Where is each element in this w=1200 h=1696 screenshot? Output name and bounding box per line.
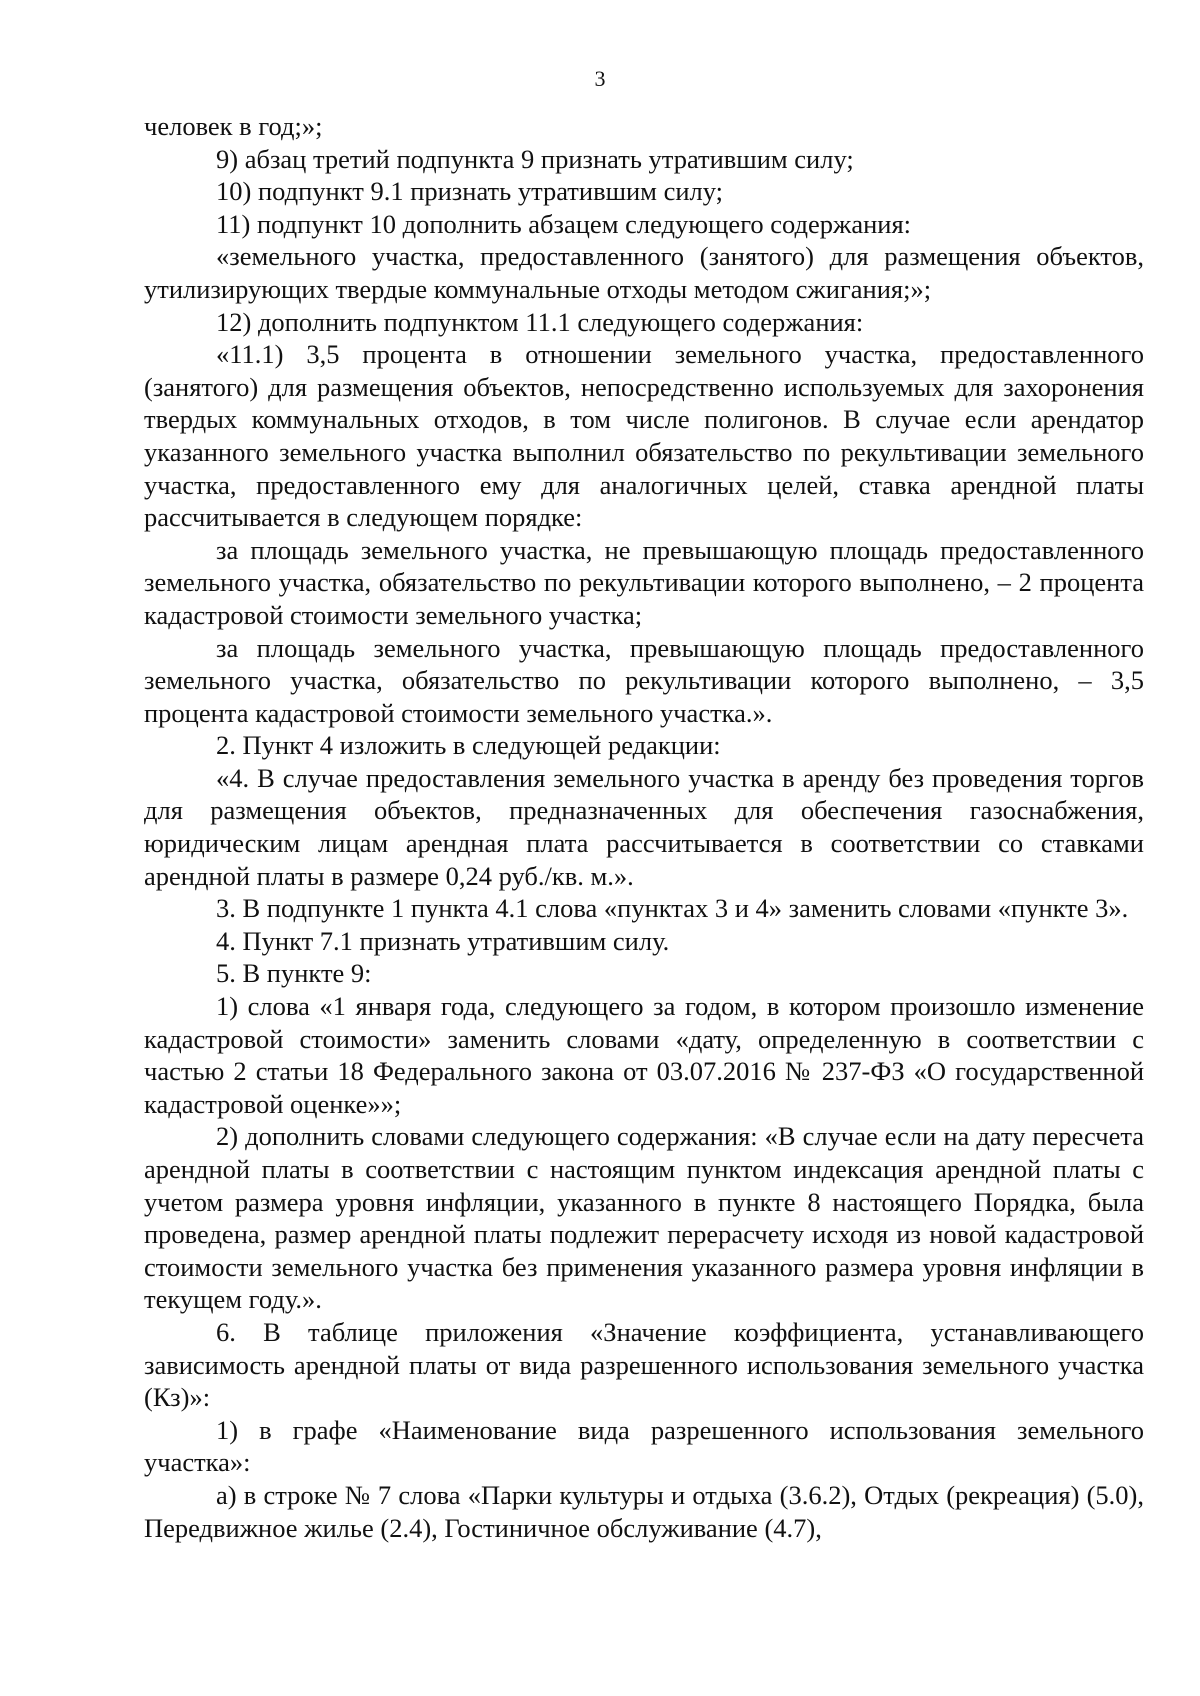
paragraph-15: 1) слова «1 января года, следующего за годом, в котором произошло изменение кадастровой стоимости» заменить словами «дату, определенную в соответствии с частью 2 статьи 18 Федерального закона от 03.07.2016 № 237-ФЗ «О государственной кадастровой оценке»»; <box>144 991 1144 1119</box>
paragraph-6: 12) дополнить подпунктом 11.1 следующего содержания: <box>216 306 864 337</box>
paragraph-7: «11.1) 3,5 процента в отношении земельного участка, предоставленного (занятого) для размещения объектов, непосредственно используемых для захоронения твердых коммунальных отходов, в том числе полигонов. В случае если арендатор указанного земельного участка выполнил обязательство по рекультивации земельного участка, предоставленного ему для аналогичных целей, ставка арендной платы рассчитывается в следующем порядке: <box>144 339 1144 533</box>
paragraph-1: человек в год;»; <box>144 111 323 141</box>
document-body <box>144 110 1144 1544</box>
paragraph-5: «земельного участка, предоставленного (занятого) для размещения объектов, утилизирующих твердые коммунальные отходы методом сжигания;»; <box>144 241 1144 304</box>
paragraph-19: а) в строке № 7 слова «Парки культуры и отдыха (3.6.2), Отдых (рекреация) (5.0), Передвижное жилье (2.4), Гостиничное обслуживание (4.7), <box>144 1479 1144 1543</box>
paragraph-2: 9) абзац третий подпункта 9 признать утратившим силу; <box>216 143 854 174</box>
paragraph-17: 6. В таблице приложения «Значение коэффициента, устанавливающего зависимость арендной платы от вида разрешенного использования земельного участка (Кз)»: <box>144 1316 1144 1413</box>
paragraph-13: 4. Пункт 7.1 признать утратившим силу. <box>216 925 670 956</box>
paragraph-18: 1) в графе «Наименование вида разрешенного использования земельного участка»: <box>144 1414 1144 1478</box>
page-number: 3 <box>594 66 606 91</box>
paragraph-9: за площадь земельного участка, превышающую площадь предоставленного земельного участка, обязательство по рекультивации которого выполнено, – 3,5 процента кадастровой стоимости земельного участка.». <box>144 632 1144 728</box>
paragraph-16: 2) дополнить словами следующего содержания: «В случае если на дату пересчета арендной платы в соответствии с настоящим пунктом индексация арендной платы с учетом размера уровня инфляции, указанного в пункте 8 настоящего Порядка, была проведена, размер арендной платы подлежит перерасчету исходя из новой кадастровой стоимости земельного участка без применения указанного размера уровня инфляции в текущем году.». <box>144 1121 1144 1315</box>
paragraph-11: «4. В случае предоставления земельного участка в аренду без проведения торгов для размещения объектов, предназначенных для обеспечения газоснабжения, юридическим лицам арендная плата рассчитывается в соответствии со ставками арендной платы в размере 0,24 руб./кв. м.». <box>144 762 1144 891</box>
paragraph-8: за площадь земельного участка, не превышающую площадь предоставленного земельного участка, обязательство по рекультивации которого выполнено, – 2 процента кадастровой стоимости земельного участка; <box>144 534 1144 630</box>
paragraph-14: 5. В пункте 9: <box>216 958 372 989</box>
paragraph-12: 3. В подпункте 1 пункта 4.1 слова «пунктах 3 и 4» заменить словами «пункте 3». <box>216 893 1129 924</box>
paragraph-4: 11) подпункт 10 дополнить абзацем следующего содержания: <box>216 208 912 239</box>
paragraph-3: 10) подпункт 9.1 признать утратившим силу; <box>216 176 723 207</box>
paragraph-10: 2. Пункт 4 изложить в следующей редакции: <box>216 730 721 761</box>
